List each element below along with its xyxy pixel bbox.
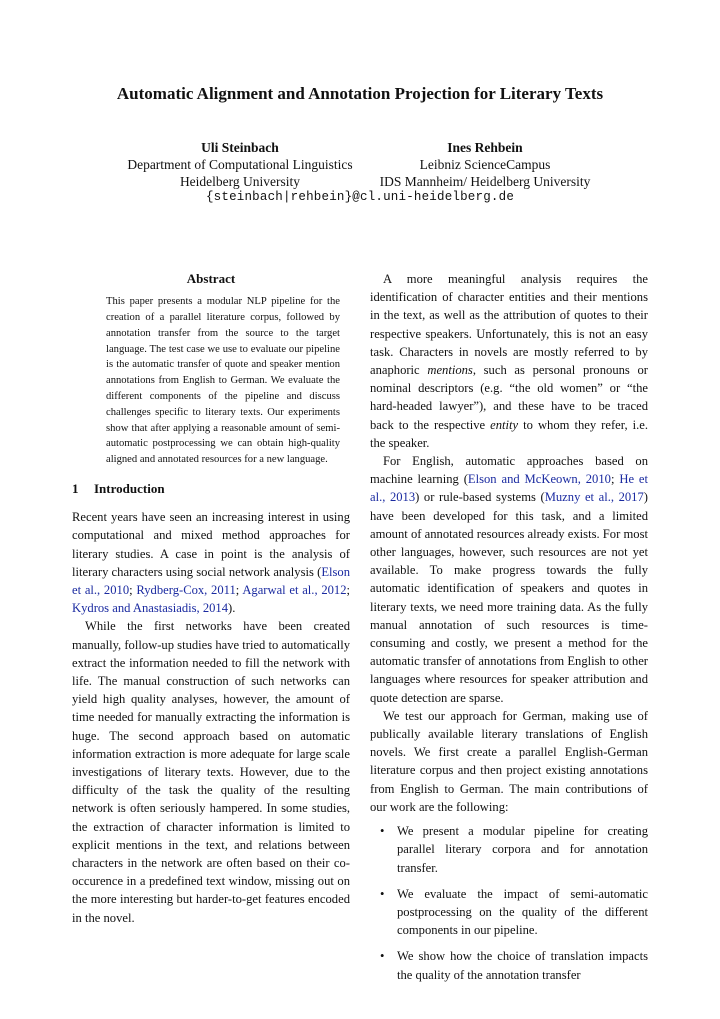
author-affiliation: Department of Computational Linguistics — [127, 157, 353, 172]
list-item — [370, 822, 648, 877]
text-run: A more meaningful analysis requires the identification of character entities and their mentions in the text, as well as the attribution of quotes to their respective speakers. Unfortunately, this is not an easy task. Characters in novels are mostly referred to by anaphoric — [370, 272, 648, 378]
text-run: ) or rule-based systems ( — [415, 490, 545, 505]
list-item — [370, 947, 648, 983]
citation-link[interactable]: Kydros and Anastasiadis, 2014 — [72, 601, 229, 616]
paragraph — [370, 270, 648, 452]
author-block-1 — [95, 139, 385, 190]
text-run: ; — [235, 582, 243, 597]
author-affiliation: IDS Mannheim/ Heidelberg University — [379, 174, 591, 189]
citation-link[interactable]: Elson et al., 2010 — [72, 564, 350, 597]
bullet-icon: • — [380, 824, 385, 839]
author-emails: {steinbach|rehbein}@cl.uni-heidelberg.de — [205, 190, 515, 204]
citation-link[interactable]: Agarwal et al., 2012 — [242, 582, 347, 597]
author-affiliation: Leibniz ScienceCampus — [419, 157, 551, 172]
text-run: For English, automatic approaches based on machine learning ( — [370, 454, 648, 487]
list-item-text: We present a modular pipeline for creating parallel literary corpora and for annotation transfer. — [397, 824, 648, 875]
citation-link[interactable]: Elson and McKeown, 2010 — [467, 472, 611, 487]
text-run: ) have been developed for this task, and a limited amount of annotated resources already exists. For most other languages, however, such resources are not yet available. To make progress towards the fully automatic identification of speakers and quotes in literary texts, we need more training data. As the fully manual annotation of such resources is time-consuming and costly, we present a method for the automatic transfer of annotations from English to other languages where resources for speaker attribution and quote detection are sparse. — [370, 490, 648, 705]
author-block-2 — [360, 139, 610, 190]
text-run: Recent years have seen an increasing interest in using computational and mixed method approaches for literary studies. A case in point is the analysis of literary characters using social network analysis ( — [72, 510, 350, 579]
text-run: ). — [228, 601, 236, 616]
section-heading — [72, 480, 350, 498]
bullet-icon: • — [380, 886, 385, 901]
citation-link[interactable]: He et al., 2013 — [370, 472, 649, 505]
citation-link[interactable]: Rydberg-Cox, 2011 — [136, 582, 236, 597]
text-run: to whom they refer, i.e. the speaker. — [370, 417, 649, 450]
list-item-text: We show how the choice of translation impacts the quality of the annotation transfer — [397, 949, 648, 982]
author-name: Uli Steinbach — [201, 140, 279, 155]
left-column — [72, 270, 350, 927]
section-number: 1 — [72, 480, 79, 496]
citation-link[interactable]: Muzny et al., 2017 — [544, 490, 644, 505]
paragraph — [370, 452, 648, 707]
contributions-list — [370, 822, 648, 984]
abstract-heading: Abstract — [186, 271, 236, 286]
paragraph: While the first networks have been created manually, follow-up studies have tried to automatically extract the information needed to fill the network with life. The manual construction of such networks can yield high quality analyses, however, the amount of time needed for manually extracting the information is huge. The second approach based on automatic information extraction is more adequate for large scale investigations of literary texts. However, due to the difficulty of the task the quality of the resulting network is often seriously hampered. In some studies, the extraction of character information is limited to explicit mentions in the text, and relations between characters in the network are often based on their co-occurence in a predefined text window, missing out on the more interesting but harder-to-get features encoded in the novel. — [72, 619, 350, 925]
list-item — [370, 885, 648, 940]
paragraph — [72, 508, 350, 617]
right-column — [370, 270, 648, 992]
author-affiliation: Heidelberg University — [179, 174, 301, 189]
author-name: Ines Rehbein — [447, 140, 523, 155]
text-run: ; — [346, 582, 351, 597]
section-title: Introduction — [94, 480, 165, 496]
text-run: , such as personal pronouns or nominal descriptors (e.g. “the old women” or “the hard-headed lawyer”), and these have to be traced back to the respective — [370, 363, 648, 432]
emphasis: entity — [490, 417, 519, 432]
paper-title: Automatic Alignment and Annotation Projection for Literary Texts — [116, 84, 604, 103]
paragraph: We test our approach for German, making use of publically available literary translations of English novels. We first create a parallel English-German literature corpus and then project existing annotations from English to German. The main contributions of our work are the following: — [370, 708, 648, 814]
text-run: ; — [610, 472, 620, 487]
abstract-text: This paper presents a modular NLP pipeline for the creation of a parallel literature corpus, followed by annotation transfer from the source to the target language. The test case we use to evaluate our pipeline is the automatic transfer of quote and speaker mention annotations from English to German. We evaluate the different components of the pipeline and discuss challenges specific to literary texts. Our experiments show that after applying a reasonable amount of semi-automatic postprocessing we can obtain high-quality aligned and annotated resources for a new language. — [106, 296, 340, 466]
list-item-text: We evaluate the impact of semi-automatic postprocessing on the quality of the different components in our pipeline. — [397, 886, 648, 938]
text-run: ; — [129, 582, 137, 597]
bullet-icon: • — [380, 949, 385, 964]
emphasis: mentions — [427, 363, 473, 378]
